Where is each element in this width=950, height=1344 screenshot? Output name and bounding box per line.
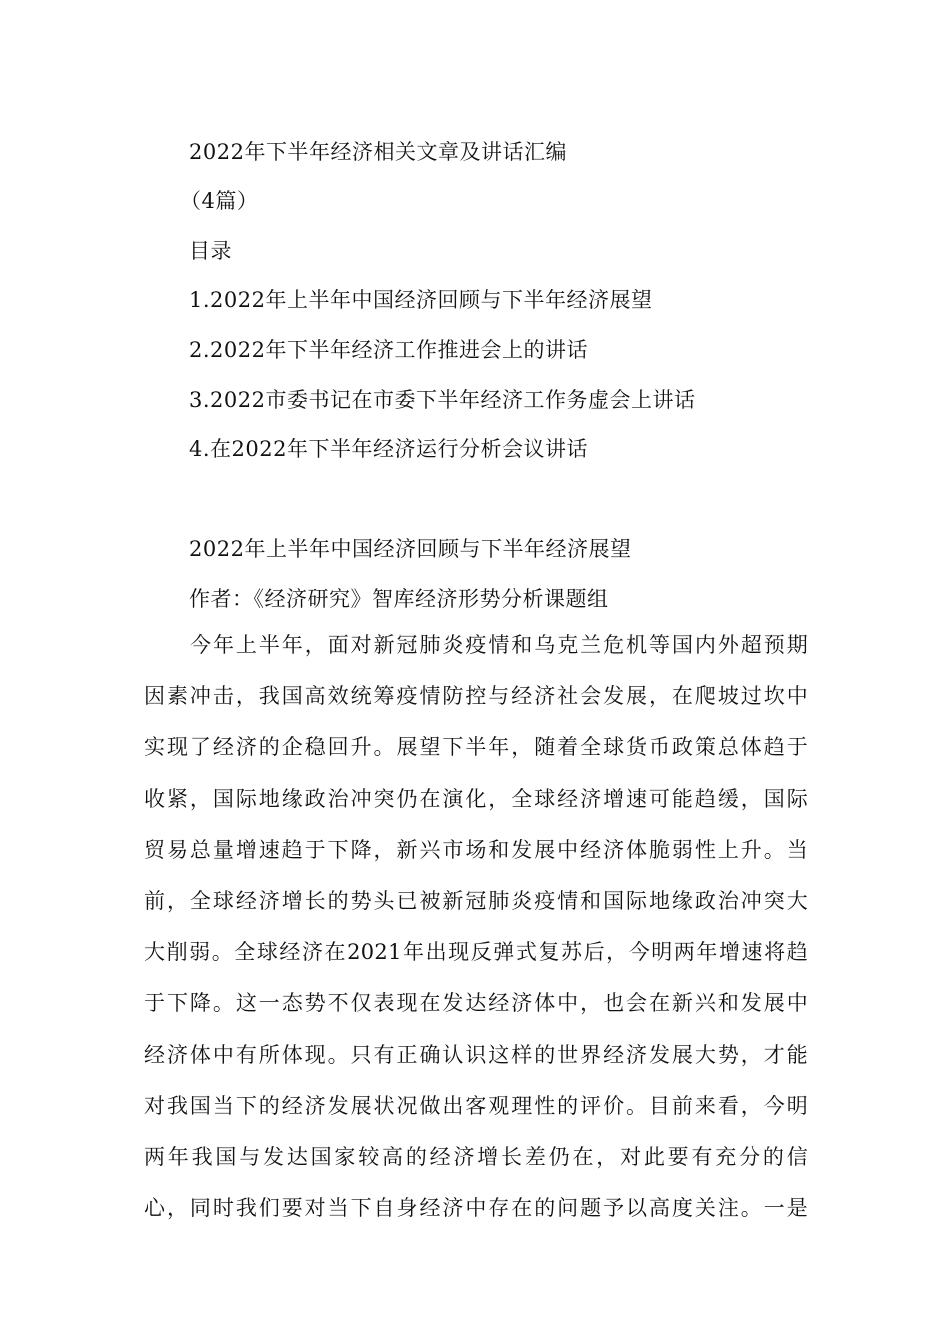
article-body xyxy=(144,620,808,1234)
body-line: 大削弱。全球经济在2021年出现反弹式复苏后，今明两年增速将趋 xyxy=(144,940,808,965)
body-line: 因素冲击，我国高效统筹疫情防控与经济社会发展，在爬坡过坎中 xyxy=(144,684,808,709)
count-note: （4篇） xyxy=(180,189,259,213)
toc-heading: 目录 xyxy=(189,239,232,263)
document-title: 2022年下半年经济相关文章及讲话汇编 xyxy=(189,140,567,164)
toc-item: 2.2022年下半年经济工作推进会上的讲话 xyxy=(189,338,588,362)
body-line: 两年我国与发达国家较高的经济增长差仍在，对此要有充分的信 xyxy=(144,1144,808,1169)
toc-item: 1.2022年上半年中国经济回顾与下半年经济展望 xyxy=(189,288,653,312)
body-line: 经济体中有所体现。只有正确认识这样的世界经济发展大势，才能 xyxy=(144,1042,808,1067)
toc-item: 3.2022市委书记在市委下半年经济工作务虚会上讲话 xyxy=(189,388,696,412)
article-author: 作者：《经济研究》智库经济形势分析课题组 xyxy=(189,587,609,611)
toc-item: 4.在2022年下半年经济运行分析会议讲话 xyxy=(189,437,588,461)
body-line: 对我国当下的经济发展状况做出客观理性的评价。目前来看，今明 xyxy=(144,1093,808,1118)
body-line: 实现了经济的企稳回升。展望下半年，随着全球货币政策总体趋于 xyxy=(144,735,808,760)
body-line: 贸易总量增速趋于下降，新兴市场和发展中经济体脆弱性上升。当 xyxy=(144,837,808,862)
body-line: 心，同时我们要对当下自身经济中存在的问题予以高度关注。一是 xyxy=(144,1196,808,1221)
body-line: 于下降。这一态势不仅表现在发达经济体中，也会在新兴和发展中 xyxy=(144,991,808,1016)
body-line: 今年上半年，面对新冠肺炎疫情和乌克兰危机等国内外超预期 xyxy=(190,633,808,657)
body-line: 前，全球经济增长的势头已被新冠肺炎疫情和国际地缘政治冲突大 xyxy=(144,888,808,913)
body-line: 收紧，国际地缘政治冲突仍在演化，全球经济增速可能趋缓，国际 xyxy=(144,786,808,811)
article-title: 2022年上半年中国经济回顾与下半年经济展望 xyxy=(189,537,632,561)
